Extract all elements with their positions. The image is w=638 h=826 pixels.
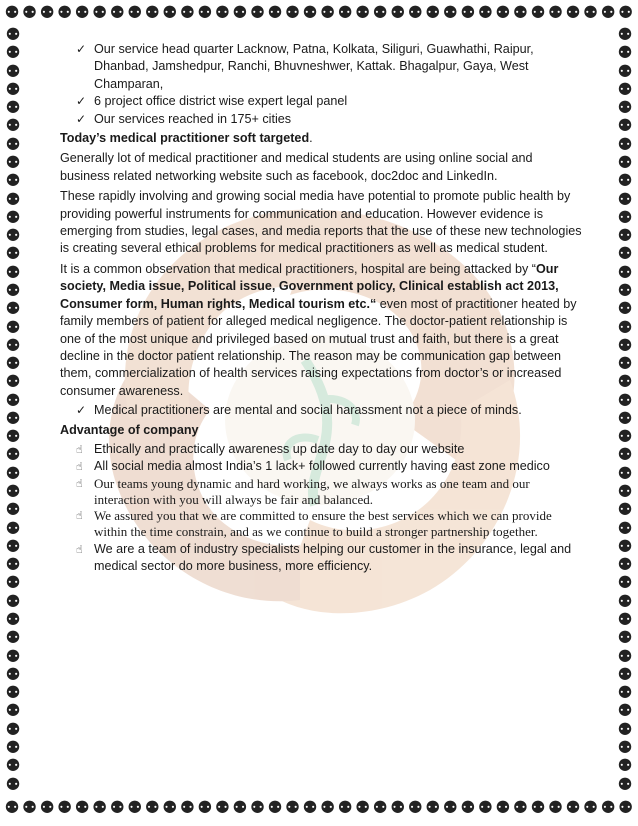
gingerbread-figure-icon: ⚉ <box>74 798 90 818</box>
gingerbread-figure-icon: ⚉ <box>617 573 633 594</box>
gingerbread-figure-icon: ⚉ <box>109 798 125 818</box>
gingerbread-figure-icon: ⚉ <box>39 798 55 818</box>
gingerbread-figure-icon: ⚉ <box>617 372 633 393</box>
gingerbread-figure-icon: ⚉ <box>617 98 633 119</box>
border-left <box>2 26 24 794</box>
gingerbread-figure-icon: ⚉ <box>5 354 21 375</box>
gingerbread-figure-icon: ⚉ <box>617 737 633 758</box>
gingerbread-figure-icon: ⚉ <box>355 798 371 818</box>
gingerbread-figure-icon: ⚉ <box>512 3 529 23</box>
gingerbread-figure-icon: ⚉ <box>565 3 581 23</box>
border-top <box>4 2 634 24</box>
gingerbread-figure-icon: ⚉ <box>5 591 21 612</box>
gingerbread-figure-icon: ⚉ <box>179 3 195 23</box>
advantage-list <box>76 441 584 575</box>
gingerbread-figure-icon: ⚉ <box>617 664 633 685</box>
gingerbread-figure-icon: ⚉ <box>617 536 633 557</box>
gingerbread-figure-icon: ⚉ <box>197 798 213 818</box>
gingerbread-figure-icon: ⚉ <box>617 207 633 228</box>
gingerbread-figure-icon: ⚉ <box>617 116 633 137</box>
gingerbread-figure-icon: ⚉ <box>21 3 38 23</box>
gingerbread-figure-icon: ⚉ <box>284 798 301 818</box>
gingerbread-figure-icon: ⚉ <box>460 3 476 23</box>
list-item: ☝ Our teams young dynamic and hard working, we always works as one team and our interaction with you will always be fair and balanced. <box>76 475 530 507</box>
paragraph-social-networking: Generally lot of medical practitioner and medical students are using online social and business related networking website such as facebook, doc2doc and LinkedIn. <box>60 151 533 183</box>
gingerbread-figure-icon: ⚉ <box>617 317 633 338</box>
gingerbread-figure-icon: ⚉ <box>5 335 21 356</box>
gingerbread-figure-icon: ⚉ <box>5 390 21 411</box>
gingerbread-figure-icon: ⚉ <box>267 3 283 23</box>
pointing-hand-icon: ☝ <box>76 509 83 523</box>
gingerbread-figure-icon: ⚉ <box>5 555 21 576</box>
gingerbread-figure-icon: ⚉ <box>582 3 599 23</box>
gingerbread-figure-icon: ⚉ <box>5 701 21 722</box>
gingerbread-figure-icon: ⚉ <box>5 134 21 155</box>
gingerbread-figure-icon: ⚉ <box>144 3 160 23</box>
gingerbread-figure-icon: ⚉ <box>390 3 406 23</box>
gingerbread-figure-icon: ⚉ <box>617 244 633 265</box>
gingerbread-figure-icon: ⚉ <box>617 61 633 82</box>
gingerbread-figure-icon: ⚉ <box>319 3 336 23</box>
gingerbread-figure-icon: ⚉ <box>162 3 178 23</box>
pointing-hand-icon: ☝ <box>76 460 83 474</box>
check-icon: ✓ <box>76 94 87 109</box>
gingerbread-figure-icon: ⚉ <box>477 798 493 818</box>
list-item: ✓ Our services reached in 175+ cities <box>76 111 584 128</box>
gingerbread-figure-icon: ⚉ <box>617 226 633 247</box>
gingerbread-figure-icon: ⚉ <box>617 152 633 173</box>
section-heading: Today’s medical practitioner soft targeted. <box>60 131 313 146</box>
gingerbread-figure-icon: ⚉ <box>302 798 318 818</box>
gingerbread-figure-icon: ⚉ <box>5 152 21 173</box>
gingerbread-figure-icon: ⚉ <box>617 701 633 722</box>
gingerbread-figure-icon: ⚉ <box>5 116 21 137</box>
gingerbread-figure-icon: ⚉ <box>5 189 21 210</box>
gingerbread-figure-icon: ⚉ <box>617 610 633 630</box>
gingerbread-figure-icon: ⚉ <box>617 262 633 283</box>
gingerbread-figure-icon: ⚉ <box>600 3 616 23</box>
gingerbread-figure-icon: ⚉ <box>39 3 55 23</box>
gingerbread-figure-icon: ⚉ <box>5 610 21 630</box>
gingerbread-figure-icon: ⚉ <box>267 798 283 818</box>
document-body <box>60 41 584 575</box>
gingerbread-figure-icon: ⚉ <box>617 171 633 192</box>
gingerbread-figure-icon: ⚉ <box>5 408 21 429</box>
gingerbread-figure-icon: ⚉ <box>372 798 388 818</box>
gingerbread-figure-icon: ⚉ <box>600 798 616 818</box>
gingerbread-figure-icon: ⚉ <box>617 408 633 429</box>
gingerbread-figure-icon: ⚉ <box>390 798 406 818</box>
gingerbread-figure-icon: ⚉ <box>5 664 21 685</box>
gingerbread-figure-icon: ⚉ <box>617 354 633 375</box>
list-item: ☝ We assured you that we are committed to ensure the best services which we can provide within the time constrain, and as we continue to build a stronger partnership together. <box>76 508 552 540</box>
gingerbread-figure-icon: ⚉ <box>92 798 108 818</box>
gingerbread-figure-icon: ⚉ <box>617 280 633 301</box>
gingerbread-figure-icon: ⚉ <box>617 482 633 503</box>
gingerbread-figure-icon: ⚉ <box>355 3 371 23</box>
gingerbread-figure-icon: ⚉ <box>5 536 21 557</box>
list-item: ☝ We are a team of industry specialists helping our customer in the insurance, legal and medical sector do more business, more efficiency. <box>76 541 572 573</box>
list-item: ✓ Our service head quarter Lacknow, Patna, Kolkata, Siliguri, Guawhathi, Raipur, Dhanbad, Jamshedpur, Ranchi, Bhuvneshwer, Kattak. Bhagalpur, Gaya, West Champaran, <box>76 42 534 91</box>
gingerbread-figure-icon: ⚉ <box>249 798 266 818</box>
gingerbread-figure-icon: ⚉ <box>5 171 21 192</box>
gingerbread-figure-icon: ⚉ <box>4 3 20 23</box>
gingerbread-figure-icon: ⚉ <box>5 646 21 667</box>
pointing-hand-icon: ☝ <box>76 542 83 556</box>
gingerbread-figure-icon: ⚉ <box>179 798 195 818</box>
gingerbread-figure-icon: ⚉ <box>5 79 21 100</box>
gingerbread-figure-icon: ⚉ <box>407 798 423 818</box>
gingerbread-figure-icon: ⚉ <box>5 683 21 704</box>
gingerbread-figure-icon: ⚉ <box>5 207 21 228</box>
pointing-hand-icon: ☝ <box>76 476 83 490</box>
gingerbread-figure-icon: ⚉ <box>512 798 529 818</box>
gingerbread-figure-icon: ⚉ <box>617 500 633 521</box>
gingerbread-figure-icon: ⚉ <box>477 3 493 23</box>
paragraph-social-media: These rapidly involving and growing social media have potential to promote public health by providing powerful instruments for communication and education. However evidence is emerging from studies, legal cases, and media reports that the use of these new technologies is creating several ethical problems for medical practitioners as well as medical student. <box>60 189 582 256</box>
gingerbread-figure-icon: ⚉ <box>144 798 160 818</box>
gingerbread-figure-icon: ⚉ <box>617 43 633 64</box>
gingerbread-figure-icon: ⚉ <box>109 3 125 23</box>
gingerbread-figure-icon: ⚉ <box>92 3 108 23</box>
gingerbread-figure-icon: ⚉ <box>5 573 21 594</box>
gingerbread-figure-icon: ⚉ <box>249 3 266 23</box>
gingerbread-figure-icon: ⚉ <box>5 482 21 503</box>
gingerbread-figure-icon: ⚉ <box>319 798 336 818</box>
check-icon: ✓ <box>76 403 87 418</box>
gingerbread-figure-icon: ⚉ <box>617 463 633 484</box>
border-bottom <box>4 796 634 820</box>
gingerbread-figure-icon: ⚉ <box>5 299 21 320</box>
gingerbread-figure-icon: ⚉ <box>56 3 73 23</box>
gingerbread-figure-icon: ⚉ <box>547 798 564 818</box>
gingerbread-figure-icon: ⚉ <box>5 317 21 338</box>
gingerbread-figure-icon: ⚉ <box>425 798 441 818</box>
gingerbread-figure-icon: ⚉ <box>5 98 21 119</box>
gingerbread-figure-icon: ⚉ <box>302 3 318 23</box>
gingerbread-figure-icon: ⚉ <box>617 427 633 448</box>
gingerbread-figure-icon: ⚉ <box>617 646 633 667</box>
gingerbread-figure-icon: ⚉ <box>442 798 458 818</box>
gingerbread-figure-icon: ⚉ <box>617 756 633 777</box>
harassment-list <box>76 402 584 419</box>
gingerbread-figure-icon: ⚉ <box>617 134 633 155</box>
gingerbread-figure-icon: ⚉ <box>56 798 73 818</box>
gingerbread-figure-icon: ⚉ <box>5 463 21 484</box>
gingerbread-figure-icon: ⚉ <box>617 555 633 576</box>
gingerbread-figure-icon: ⚉ <box>5 774 21 795</box>
gingerbread-figure-icon: ⚉ <box>127 3 143 23</box>
gingerbread-figure-icon: ⚉ <box>530 798 546 818</box>
gingerbread-figure-icon: ⚉ <box>617 683 633 704</box>
gingerbread-figure-icon: ⚉ <box>617 518 633 539</box>
gingerbread-figure-icon: ⚉ <box>214 3 230 23</box>
gingerbread-figure-icon: ⚉ <box>5 262 21 283</box>
gingerbread-figure-icon: ⚉ <box>617 335 633 356</box>
gingerbread-figure-icon: ⚉ <box>5 25 21 45</box>
gingerbread-figure-icon: ⚉ <box>5 372 21 393</box>
list-item: ☝ All social media almost India’s 1 lack+ followed currently having east zone medico <box>76 458 584 475</box>
paragraph-observation: It is a common observation that medical practitioners, hospital are being attacked by “Our society, Media issue, Political issue, Government policy, Clinical establish act 2013, Consumer form, Human rights, Medical tourism etc.“ even most of practitioner heated by family members of patient for alleged medical negligence. The doctor-patient relationship is one of the most unique and privileged based on mutual trust and faith, but there is a great decline in the doctor patient relationship. The reason may be communication gap between them, commercialization of health services raising expectations from doctor’s or increased consumer awareness. <box>60 261 577 398</box>
gingerbread-figure-icon: ⚉ <box>5 737 21 758</box>
list-item: ✓ 6 project office district wise expert legal panel <box>76 93 584 110</box>
list-item: ✓ Medical practitioners are mental and social harassment not a piece of minds. <box>76 402 584 419</box>
gingerbread-figure-icon: ⚉ <box>372 3 388 23</box>
gingerbread-figure-icon: ⚉ <box>5 61 21 82</box>
gingerbread-figure-icon: ⚉ <box>617 628 633 649</box>
gingerbread-figure-icon: ⚉ <box>617 25 633 45</box>
gingerbread-figure-icon: ⚉ <box>5 226 21 247</box>
gingerbread-figure-icon: ⚉ <box>5 500 21 521</box>
gingerbread-figure-icon: ⚉ <box>617 79 633 100</box>
pointing-hand-icon: ☝ <box>76 442 83 456</box>
gingerbread-figure-icon: ⚉ <box>617 798 634 818</box>
section-heading: Advantage of company <box>60 422 199 437</box>
gingerbread-figure-icon: ⚉ <box>162 798 178 818</box>
gingerbread-figure-icon: ⚉ <box>460 798 476 818</box>
gingerbread-figure-icon: ⚉ <box>407 3 423 23</box>
gingerbread-figure-icon: ⚉ <box>617 774 633 795</box>
gingerbread-figure-icon: ⚉ <box>582 798 599 818</box>
gingerbread-figure-icon: ⚉ <box>197 3 213 23</box>
gingerbread-figure-icon: ⚉ <box>337 798 353 818</box>
gingerbread-figure-icon: ⚉ <box>425 3 441 23</box>
gingerbread-figure-icon: ⚉ <box>5 427 21 448</box>
gingerbread-figure-icon: ⚉ <box>127 798 143 818</box>
gingerbread-figure-icon: ⚉ <box>232 3 248 23</box>
gingerbread-figure-icon: ⚉ <box>5 628 21 649</box>
gingerbread-figure-icon: ⚉ <box>4 798 20 818</box>
gingerbread-figure-icon: ⚉ <box>495 3 511 23</box>
gingerbread-figure-icon: ⚉ <box>232 798 248 818</box>
gingerbread-figure-icon: ⚉ <box>617 390 633 411</box>
gingerbread-figure-icon: ⚉ <box>495 798 511 818</box>
gingerbread-figure-icon: ⚉ <box>617 445 633 466</box>
gingerbread-figure-icon: ⚉ <box>617 3 634 23</box>
gingerbread-figure-icon: ⚉ <box>337 3 353 23</box>
gingerbread-figure-icon: ⚉ <box>547 3 564 23</box>
gingerbread-figure-icon: ⚉ <box>617 299 633 320</box>
gingerbread-figure-icon: ⚉ <box>74 3 90 23</box>
check-icon: ✓ <box>76 111 87 126</box>
service-list <box>76 41 584 128</box>
gingerbread-figure-icon: ⚉ <box>617 591 633 612</box>
gingerbread-figure-icon: ⚉ <box>5 518 21 539</box>
gingerbread-figure-icon: ⚉ <box>442 3 458 23</box>
gingerbread-figure-icon: ⚉ <box>530 3 546 23</box>
gingerbread-figure-icon: ⚉ <box>617 719 633 740</box>
gingerbread-figure-icon: ⚉ <box>5 445 21 466</box>
gingerbread-figure-icon: ⚉ <box>5 719 21 740</box>
list-item: ☝ Ethically and practically awareness up date day to day our website <box>76 441 584 458</box>
gingerbread-figure-icon: ⚉ <box>5 244 21 265</box>
gingerbread-figure-icon: ⚉ <box>617 189 633 210</box>
check-icon: ✓ <box>76 42 87 56</box>
gingerbread-figure-icon: ⚉ <box>5 43 21 64</box>
gingerbread-figure-icon: ⚉ <box>565 798 581 818</box>
gingerbread-figure-icon: ⚉ <box>284 3 301 23</box>
gingerbread-figure-icon: ⚉ <box>214 798 230 818</box>
gingerbread-figure-icon: ⚉ <box>21 798 38 818</box>
border-right <box>614 26 636 794</box>
gingerbread-figure-icon: ⚉ <box>5 756 21 777</box>
gingerbread-figure-icon: ⚉ <box>5 280 21 301</box>
